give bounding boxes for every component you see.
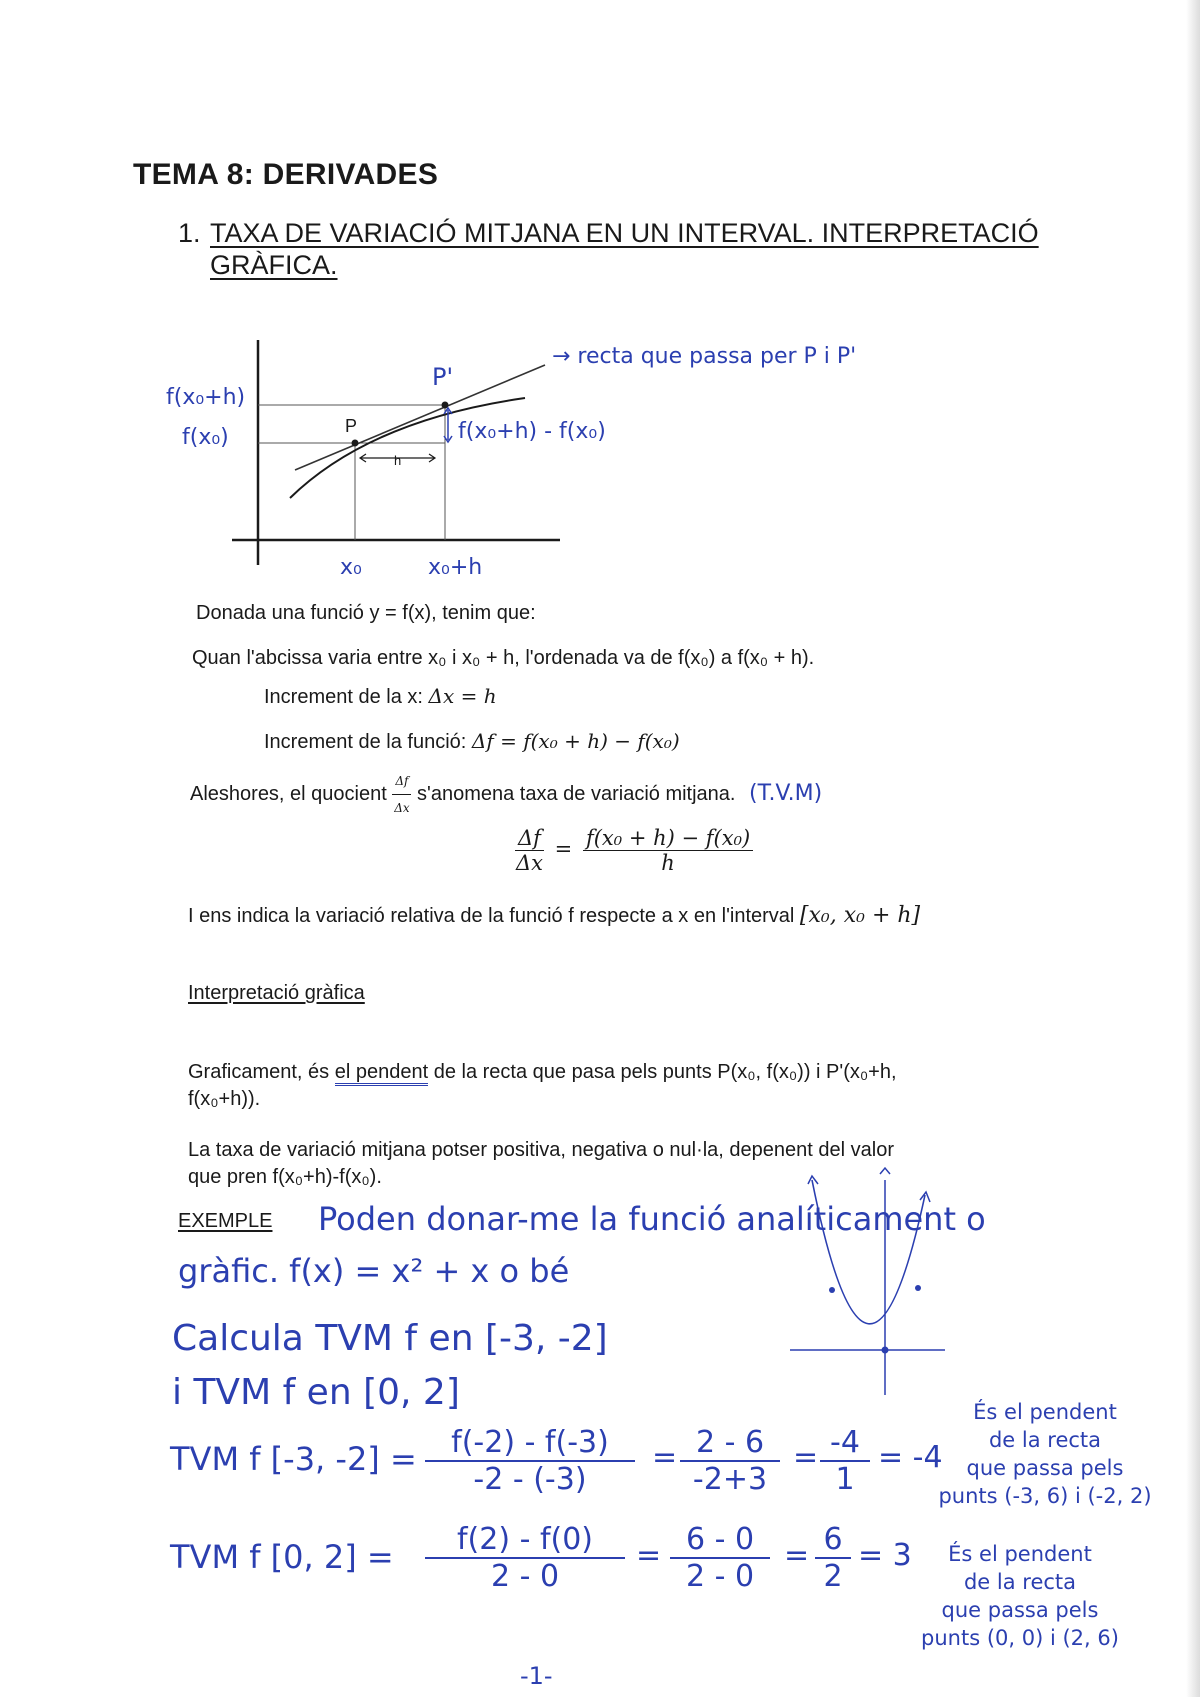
label-x0: x₀ xyxy=(340,555,362,580)
highlight-pendent: el pendent xyxy=(335,1061,428,1086)
taxa-line-1: La taxa de variació mitjana potser positiva, negativa o nul·la, depenent del valor xyxy=(188,1139,894,1161)
increment-x-formula: Δx = h xyxy=(428,684,497,708)
label-fx0: f(x₀) xyxy=(182,425,229,450)
quotient-pre: Aleshores, el quocient xyxy=(190,782,387,805)
sketch-point xyxy=(829,1287,835,1293)
hand-intro-2: gràfic. f(x) = x² + x o bé xyxy=(178,1252,570,1290)
note-1: És el pendent de la recta que passa pels punts (-3, 6) i (-2, 2) xyxy=(938,1400,1152,1508)
tvm2-fraction: f(2) - f(0) 2 - 0 xyxy=(425,1522,625,1594)
increment-x-label: Increment de la x: xyxy=(264,686,423,708)
section-title: TAXA DE VARIACIÓ MITJANA EN UN INTERVAL. INTERPRETACIÓ xyxy=(210,218,1039,248)
secant-line xyxy=(295,365,545,470)
label-p-prime: P' xyxy=(432,363,454,391)
increment-f xyxy=(264,728,680,755)
hand-intro-1: Poden donar-me la funció analíticament o xyxy=(318,1200,986,1238)
secant-note: → recta que passa per P i P' xyxy=(552,344,857,369)
label-fx0h: f(x₀+h) xyxy=(166,385,246,410)
quotient-line xyxy=(190,768,822,821)
taxa-line-2: que pren f(x₀+h)-f(x₀). xyxy=(188,1166,382,1188)
sketch-origin-point xyxy=(882,1347,889,1354)
abscissa-line: Quan l'abcissa varia entre x₀ i x₀ + h, l'ordenada va de f(x₀) a f(x₀ + h). xyxy=(192,647,815,669)
page-title: TEMA 8: DERIVADES xyxy=(133,158,439,191)
tvm1-step2: 2 - 6 -2+3 xyxy=(680,1425,780,1497)
exemple-heading: EXEMPLE xyxy=(178,1210,273,1232)
parabola-sketch xyxy=(780,1170,950,1400)
quotient-fraction: $\frac{\Delta f}{\Delta x}$ xyxy=(392,768,411,821)
increment-f-formula: Δf = f(x₀ + h) − f(x₀) xyxy=(471,729,680,753)
tvm2-step2: 6 - 0 2 - 0 xyxy=(670,1522,770,1594)
page-number: -1- xyxy=(520,1662,553,1690)
note-2: És el pendent de la recta que passa pels punts (0, 0) i (2, 6) xyxy=(921,1542,1119,1650)
tvm-formula: $\frac{\Delta f}{\Delta x}$ = $\frac{\text{f(x₀ + h) − f(x₀)}}{h}$ xyxy=(515,826,753,875)
tvm2-result: = 3 xyxy=(858,1538,912,1573)
interval-math: [x₀, x₀ + h] xyxy=(799,903,921,928)
label-p: P xyxy=(345,416,358,436)
tvm1-lhs: TVM f [-3, -2] = xyxy=(170,1440,417,1478)
sketch-parabola xyxy=(812,1180,925,1324)
hand-calc-2: i TVM f en [0, 2] xyxy=(172,1372,460,1413)
tvm1-fraction: f(-2) - f(-3) -2 - (-3) xyxy=(425,1425,635,1497)
tvm1-result: = -4 xyxy=(878,1440,943,1475)
function-curve xyxy=(290,398,525,498)
scan-edge xyxy=(1186,0,1200,1697)
sketch-point xyxy=(915,1285,921,1291)
label-x0h: x₀+h xyxy=(428,555,483,580)
graphic-line-2: f(x₀+h)). xyxy=(188,1088,261,1110)
point-p xyxy=(352,440,359,447)
secant-diagram xyxy=(166,330,606,590)
tvm2-step3: 6 2 xyxy=(815,1522,851,1594)
interval-text: I ens indica la variació relativa de la funció f respecte a x en l'interval xyxy=(188,905,795,927)
tvm-note: (T.V.M) xyxy=(749,780,823,806)
increment-x xyxy=(264,683,497,710)
hand-calc-1: Calcula TVM f en [-3, -2] xyxy=(172,1318,608,1359)
graphic-line: Graficament, és el pendent de la recta que pasa pels punts P(x₀, f(x₀)) i P'(x₀+h, xyxy=(188,1059,897,1085)
label-h: h xyxy=(394,453,402,468)
label-difference: f(x₀+h) - f(x₀) xyxy=(458,419,606,444)
interval-line xyxy=(188,903,920,929)
tvm1-step3: -4 1 xyxy=(820,1425,870,1497)
point-p-prime xyxy=(442,402,449,409)
section-title-continued: GRÀFICA. xyxy=(210,250,338,280)
subheading: Interpretació gràfica xyxy=(188,982,365,1004)
intro-line: Donada una funció y = f(x), tenim que: xyxy=(196,602,536,624)
increment-f-label: Increment de la funció: xyxy=(264,731,467,753)
tvm2-lhs: TVM f [0, 2] = xyxy=(170,1538,394,1576)
quotient-post: s'anomena taxa de variació mitjana. xyxy=(417,782,736,805)
section-number: 1. xyxy=(178,218,201,248)
